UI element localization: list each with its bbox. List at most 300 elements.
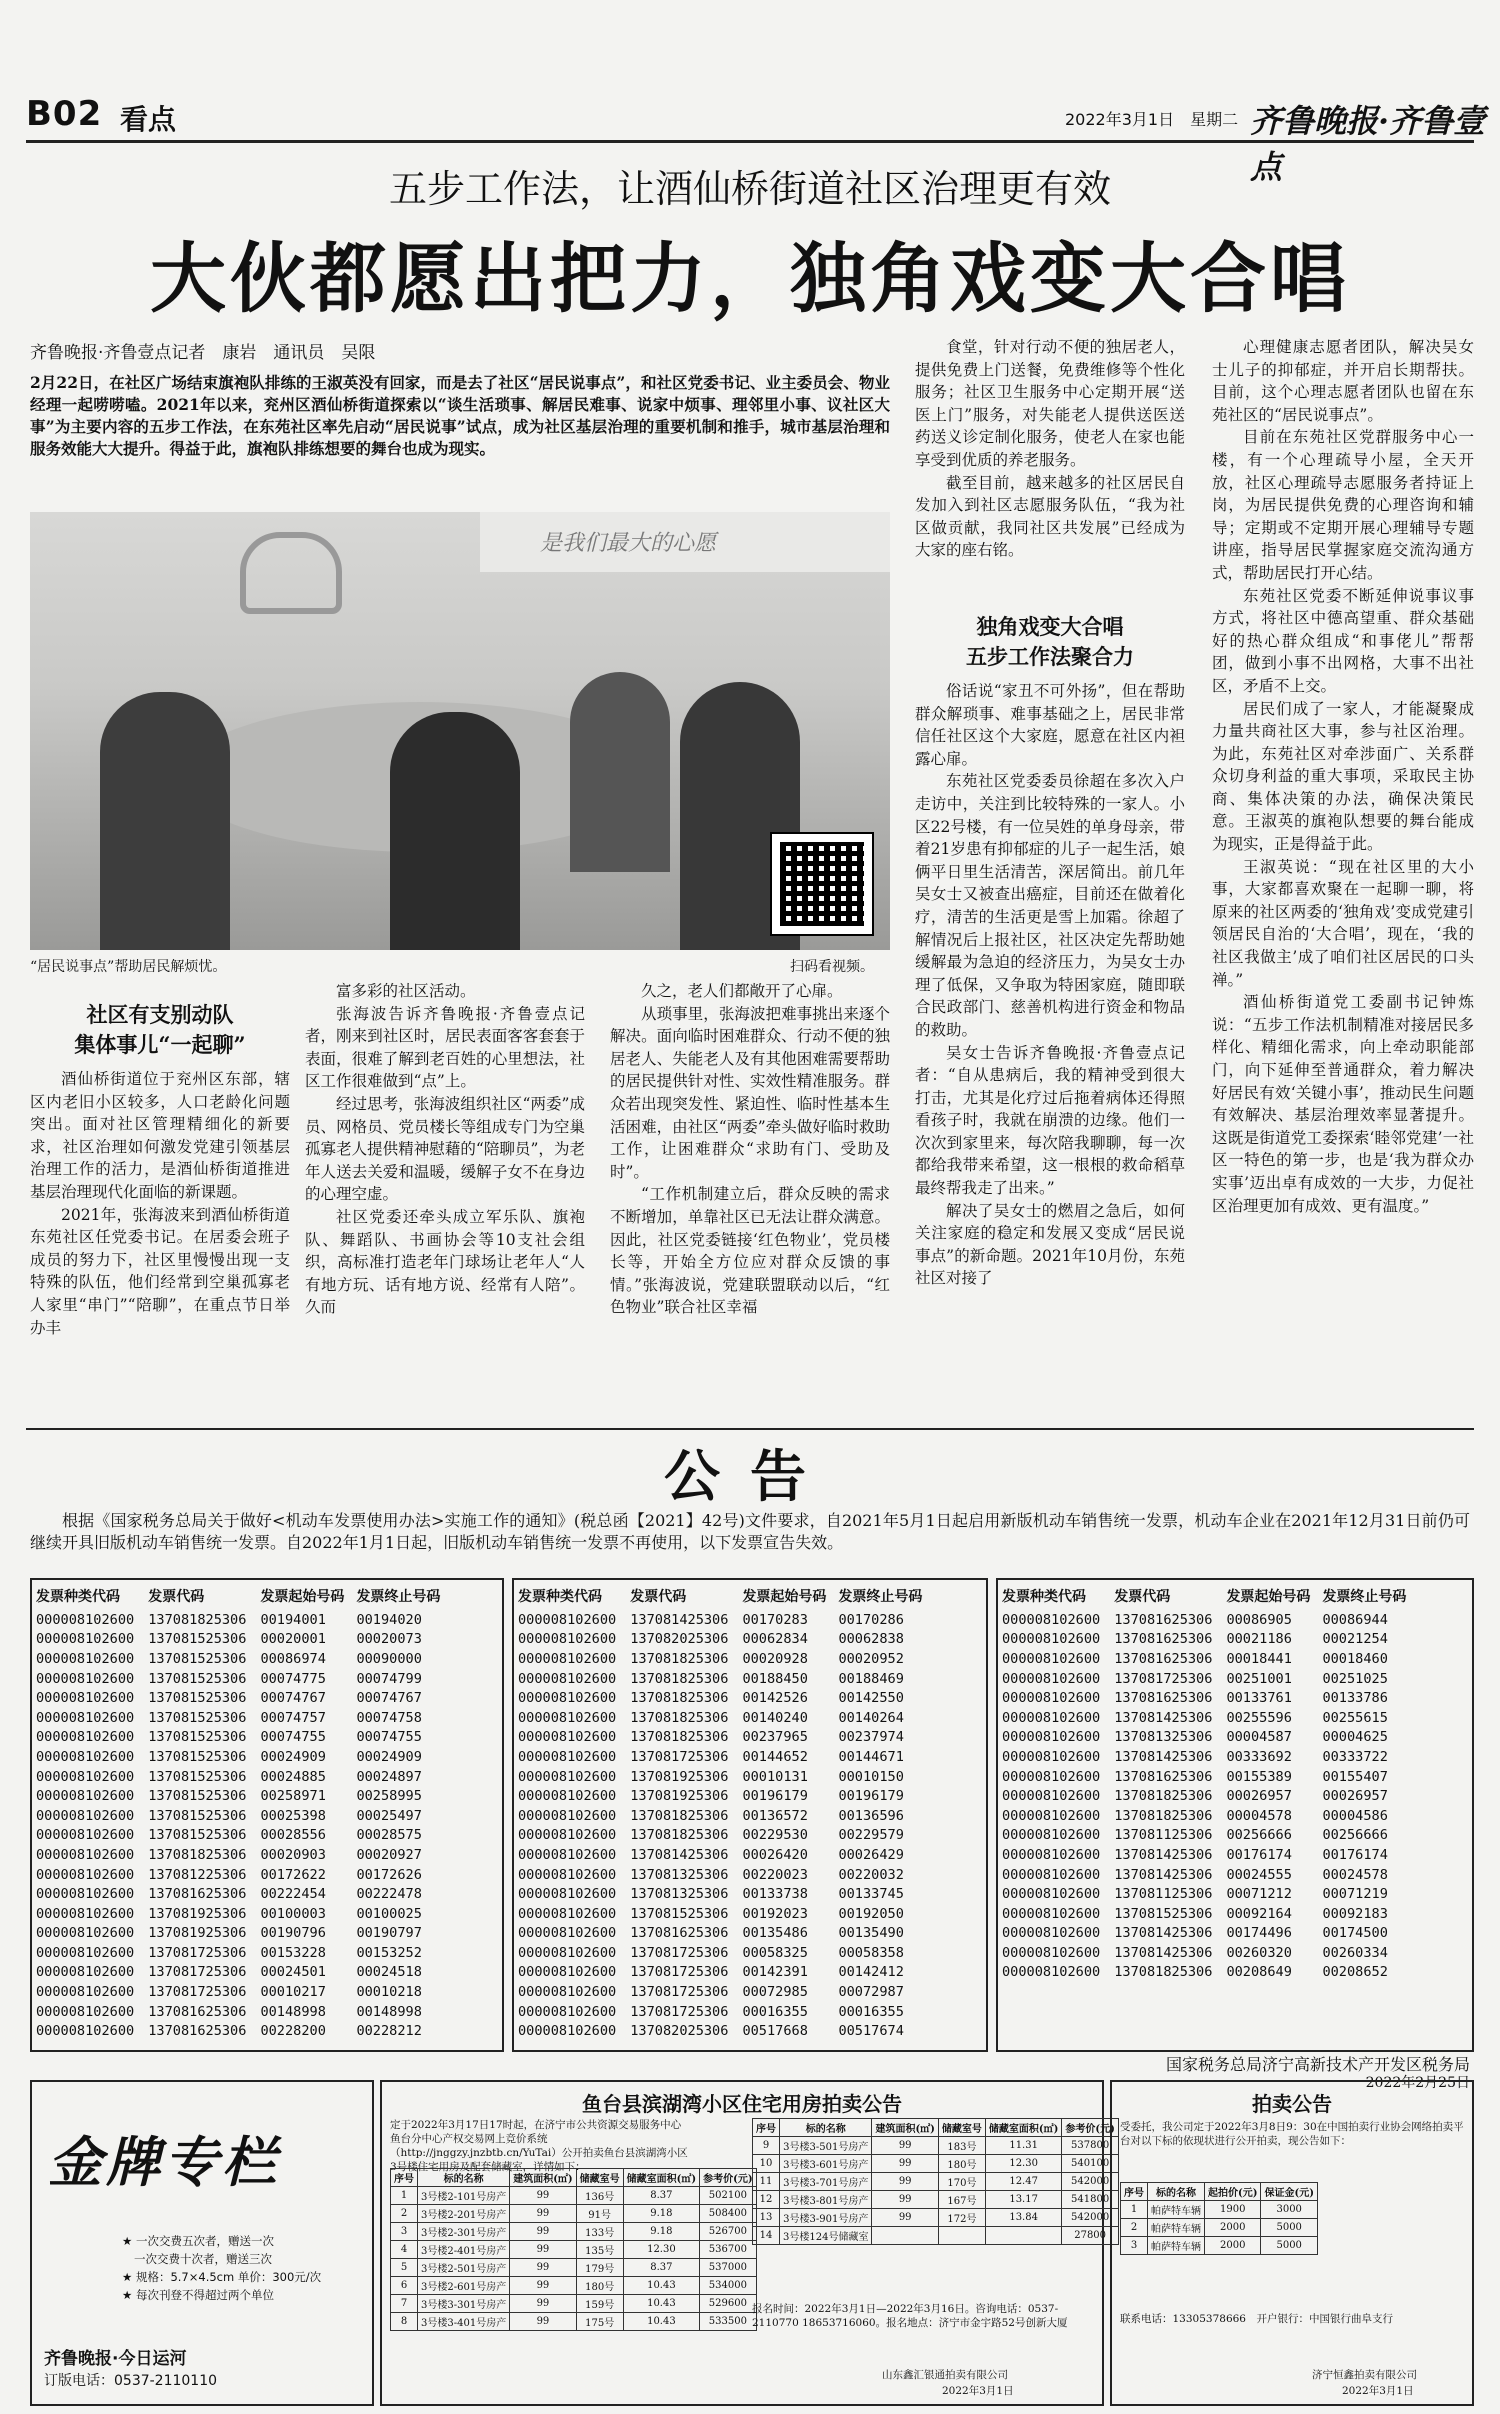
cell: 000008102600 xyxy=(36,1729,135,1746)
cell: 00172626 xyxy=(356,1866,422,1883)
cell: 00021254 xyxy=(1322,1631,1388,1648)
cell: 00192023 xyxy=(742,1905,808,1922)
table-row xyxy=(32,1904,448,1924)
auction-header: 建筑面积(㎡) xyxy=(510,2169,576,2187)
cell: 00256666 xyxy=(1226,1827,1292,1844)
cell: 00135486 xyxy=(742,1925,808,1942)
auction-row xyxy=(753,2173,1119,2191)
cell: 137081825306 xyxy=(630,1670,729,1687)
cell: 137081525306 xyxy=(148,1827,247,1844)
cell: 000008102600 xyxy=(1002,1650,1101,1667)
cell: 137081225306 xyxy=(148,1866,247,1883)
cell: 99 xyxy=(510,2241,576,2259)
column-1 xyxy=(30,1068,290,1428)
cell xyxy=(872,2227,938,2245)
auction-header: 标的名称 xyxy=(418,2169,510,2187)
wall-banner xyxy=(480,512,890,572)
cell: 00074755 xyxy=(260,1729,326,1746)
cell: 00026429 xyxy=(838,1846,904,1863)
auction-header: 储藏室号 xyxy=(938,2119,985,2137)
column-4 xyxy=(915,680,1185,1428)
table-row xyxy=(514,1728,930,1748)
cell: 00004586 xyxy=(1322,1807,1388,1824)
cell: 00192050 xyxy=(838,1905,904,1922)
cell: 91号 xyxy=(576,2205,623,2223)
cell: 00021186 xyxy=(1226,1631,1292,1648)
ad-auction-2 xyxy=(1110,2080,1474,2406)
cell: 000008102600 xyxy=(36,1631,135,1648)
cell: 3 xyxy=(1121,2237,1148,2255)
banner-text: 是我们最大的心愿 xyxy=(540,531,717,556)
cell: 137081925306 xyxy=(630,1788,729,1805)
cell: 13 xyxy=(753,2209,780,2227)
table-row xyxy=(998,1963,1414,1983)
cell: 540100 xyxy=(1062,2155,1118,2173)
cell: 00074757 xyxy=(260,1709,326,1726)
cell: 3号楼2-501号房产 xyxy=(418,2259,510,2277)
cell: 12.30 xyxy=(623,2241,699,2259)
cell: 137081425306 xyxy=(1114,1866,1213,1883)
column-header: 发票起始号码 xyxy=(260,1589,345,1605)
auction-row xyxy=(753,2191,1119,2209)
cell: 00133745 xyxy=(838,1886,904,1903)
cell: 00188469 xyxy=(838,1670,904,1687)
cell: 00222478 xyxy=(356,1886,422,1903)
cell: 00020001 xyxy=(260,1631,326,1648)
cell: 000008102600 xyxy=(1002,1768,1101,1785)
cell: 000008102600 xyxy=(518,1944,617,1961)
ad-auction-1 xyxy=(380,2080,1115,2406)
auction-header: 建筑面积(㎡) xyxy=(872,2119,938,2137)
auction-row xyxy=(391,2187,757,2205)
ad-term: ★ 每次刊登不得超过两个单位 xyxy=(122,2288,274,2302)
cell: 000008102600 xyxy=(1002,1729,1101,1746)
cell: 00092183 xyxy=(1322,1905,1388,1922)
auction-row xyxy=(391,2205,757,2223)
cell: 99 xyxy=(510,2295,576,2313)
table-row xyxy=(514,1747,930,1767)
cell: 00517668 xyxy=(742,2023,808,2040)
cell: 000008102600 xyxy=(36,1690,135,1707)
cell: 000008102600 xyxy=(1002,1631,1101,1648)
auction-header: 参考价(元) xyxy=(1062,2119,1118,2137)
paragraph: 经过思考，张海波组织社区“两委”成员、网格员、党员楼长等组成专门为空巢孤寡老人提供精神慰藉的“陪聊员”，为老年人送去关爱和温暖，缓解子女不在身边的心理空虚。 xyxy=(305,1094,585,1204)
cell xyxy=(985,2227,1061,2245)
cell: 159号 xyxy=(576,2295,623,2313)
column-header: 发票种类代码 xyxy=(36,1589,120,1605)
cell: 00229530 xyxy=(742,1827,808,1844)
cell: 2 xyxy=(391,2205,418,2223)
paragraph: 解决了吴女士的燃眉之急后，如何关注家庭的稳定和发展又变成“居民说事点”的新命题。2021年10月份，东苑社区对接了 xyxy=(915,1201,1185,1288)
cell: 5 xyxy=(391,2259,418,2277)
cell: 137081525306 xyxy=(148,1748,247,1765)
cell: 137081425306 xyxy=(1114,1748,1213,1765)
cell xyxy=(938,2227,985,2245)
auction-header: 储藏室号 xyxy=(576,2169,623,2187)
cell: 3号楼3-701号房产 xyxy=(780,2173,872,2191)
cell: 137082025306 xyxy=(630,1631,729,1648)
cell: 00142391 xyxy=(742,1964,808,1981)
cell: 137081825306 xyxy=(1114,1964,1213,1981)
cell: 170号 xyxy=(938,2173,985,2191)
table-row xyxy=(514,1904,930,1924)
cell: 3000 xyxy=(1261,2201,1317,2219)
cell: 137081825306 xyxy=(148,1846,247,1863)
ad-column-footer: 齐鲁晚报·今日运河 xyxy=(44,2349,187,2369)
cell: 00010131 xyxy=(742,1768,808,1785)
cell: 00074767 xyxy=(356,1690,422,1707)
table-row xyxy=(32,1845,448,1865)
cell: 000008102600 xyxy=(518,1650,617,1667)
table-row xyxy=(998,1688,1414,1708)
paragraph: 食堂，针对行动不便的独居老人，提供免费上门送餐，免费维修等个性化服务；社区卫生服务中心定期开展“送医上门”服务，对失能老人提供送医送药送义诊定制化服务，使老人在家也能享受到优质的养老服务。 xyxy=(915,338,1185,469)
cell: 000008102600 xyxy=(518,1925,617,1942)
photo-caption: “居民说事点”帮助居民解烦忧。 xyxy=(30,959,227,975)
cell: 137081825306 xyxy=(630,1827,729,1844)
paragraph: 2021年，张海波来到酒仙桥街道东苑社区任党委书记。在居委会班子成员的努力下，社区里慢慢出现一支特殊的队伍，他们经常到空巢孤寡老人家里“串门”“陪聊”，在重点节日举办丰 xyxy=(30,1205,290,1337)
cell: 534000 xyxy=(700,2277,756,2295)
cell: 000008102600 xyxy=(518,1846,617,1863)
table-row xyxy=(32,1610,448,1630)
cell: 137081425306 xyxy=(1114,1846,1213,1863)
auction-contact: 报名时间：2022年3月1日—2022年3月16日。咨询电话：0537-2110770 18653716060。报名地点：济宁市金宇路52号创新大厦 xyxy=(752,2303,1068,2329)
auction2-contact: 联系电话：13305378666 开户银行：中国银行曲阜支行 xyxy=(1120,2313,1393,2325)
cell: 00010218 xyxy=(356,1984,422,2001)
lead-paragraph: 2月22日，在社区广场结束旗袍队排练的王淑英没有回家，而是去了社区“居民说事点”，和社区党委书记、业主委员会、物业经理一起唠唠嗑。2021年以来，兖州区酒仙桥街道探索以“谈生活琐事、解居民难事、说家中烦事、理邻里小事、议社区大事”为主要内容的五步工作法，在东苑社区率先启动“居民说事”试点，成为社区基层治理的重要机制和推手，城市基层治理和服务效能大大提升。得益于此，旗袍队排练想要的舞台也成为现实。 xyxy=(30,373,890,458)
cell: 00026957 xyxy=(1226,1788,1292,1805)
cell: 00100025 xyxy=(356,1905,422,1922)
cell: 000008102600 xyxy=(518,1729,617,1746)
cell: 00142412 xyxy=(838,1964,904,1981)
auction2-header: 序号 xyxy=(1121,2183,1148,2201)
cell: 11.31 xyxy=(985,2137,1061,2155)
cell: 137081525306 xyxy=(148,1768,247,1785)
table-row xyxy=(32,1669,448,1689)
cell: 00072987 xyxy=(838,1984,904,2001)
table-row xyxy=(514,1688,930,1708)
cell: 00135490 xyxy=(838,1925,904,1942)
cell: 99 xyxy=(872,2209,938,2227)
cell: 137081425306 xyxy=(630,1611,729,1628)
column-header: 发票种类代码 xyxy=(1002,1589,1086,1605)
table-row xyxy=(514,1767,930,1787)
cell: 3号楼2-301号房产 xyxy=(418,2223,510,2241)
cell: 00016355 xyxy=(742,2003,808,2020)
cell: 00133738 xyxy=(742,1886,808,1903)
cell: 00024909 xyxy=(260,1748,326,1765)
cell: 137081925306 xyxy=(148,1925,247,1942)
cell: 99 xyxy=(872,2137,938,2155)
person-3 xyxy=(570,672,670,872)
cell: 137081725306 xyxy=(630,2003,729,2020)
auction-header: 序号 xyxy=(391,2169,418,2187)
cell: 000008102600 xyxy=(36,1807,135,1824)
cell: 4 xyxy=(391,2241,418,2259)
auction-intro: 定于2022年3月17日17时起，在济宁市公共资源交易服务中心鱼台分中心产权交易网上竞价系统（http://jnggzy.jnzbtb.cn/YuTai）公开拍卖鱼台县滨湖湾小区3号楼住宅用房及配套储藏室，详情如下： xyxy=(390,2119,688,2173)
cell: 6 xyxy=(391,2277,418,2295)
cell: 00142550 xyxy=(838,1690,904,1707)
cell: 000008102600 xyxy=(36,1846,135,1863)
cell: 00196179 xyxy=(838,1788,904,1805)
cell: 00025398 xyxy=(260,1807,326,1824)
cell: 帕萨特车辆 xyxy=(1148,2237,1205,2255)
cell: 133号 xyxy=(576,2223,623,2241)
auction-org: 山东鑫汇银通拍卖有限公司 xyxy=(882,2369,1008,2381)
cell: 137081625306 xyxy=(148,2003,247,2020)
cell: 10 xyxy=(753,2155,780,2173)
cell: 00058325 xyxy=(742,1944,808,1961)
cell: 000008102600 xyxy=(36,1866,135,1883)
table-row xyxy=(32,1688,448,1708)
notice-body: 根据《国家税务总局关于做好<机动车发票使用办法>实施工作的通知》(税总函【2021】42号)文件要求，自2021年5月1日起启用新版机动车销售统一发票，机动车企业在2021年12月31日前仍可继续开具旧版机动车销售统一发票。自2022年1月1日起，旧版机动车销售统一发票不再使用，以下发票宣告失效。 xyxy=(30,1511,1470,1552)
column-header: 发票起始号码 xyxy=(1226,1589,1311,1605)
cell: 00024885 xyxy=(260,1768,326,1785)
cell: 00071212 xyxy=(1226,1886,1292,1903)
table-row xyxy=(514,1610,930,1630)
cell: 526700 xyxy=(700,2223,756,2241)
paragraph: 吴女士告诉齐鲁晚报·齐鲁壹点记者：“自从患病后，我的精神受到很大打击，尤其是化疗过后拖着病体还得照看孩子时，我就在崩溃的边缘。他们一次次到家里来，每次陪我聊聊，每一次都给我带来希望，这一根根的救命稻草最终帮我走了出来。” xyxy=(915,1043,1185,1198)
column-header: 发票代码 xyxy=(1114,1589,1171,1605)
column-3 xyxy=(610,980,890,1428)
cell: 000008102600 xyxy=(1002,1905,1101,1922)
cell: 00196179 xyxy=(742,1788,808,1805)
cell: 502100 xyxy=(700,2187,756,2205)
cell: 137081325306 xyxy=(630,1866,729,1883)
cell: 00174500 xyxy=(1322,1925,1388,1942)
cell: 3号楼3-401号房产 xyxy=(418,2313,510,2331)
table-row xyxy=(32,1649,448,1669)
cell: 000008102600 xyxy=(1002,1709,1101,1726)
cell: 00024578 xyxy=(1322,1866,1388,1883)
cell: 136号 xyxy=(576,2187,623,2205)
cell: 00220023 xyxy=(742,1866,808,1883)
cell: 00208652 xyxy=(1322,1964,1388,1981)
cell: 9.18 xyxy=(623,2223,699,2241)
cell: 000008102600 xyxy=(36,1768,135,1785)
cell: 00220032 xyxy=(838,1866,904,1883)
invoice-table-2 xyxy=(512,1578,988,2052)
cell: 137081425306 xyxy=(1114,1925,1213,1942)
auction-row xyxy=(753,2209,1119,2227)
auction2-title: 拍卖公告 xyxy=(1252,2092,1332,2116)
cell: 00148998 xyxy=(260,2003,326,2020)
cell: 00020073 xyxy=(356,1631,422,1648)
column-header: 发票终止号码 xyxy=(838,1589,923,1605)
column-4-top xyxy=(915,336,1185,606)
qr-code[interactable] xyxy=(770,832,874,936)
auction2-row xyxy=(1121,2237,1318,2255)
cell: 000008102600 xyxy=(1002,1788,1101,1805)
auction-date: 2022年3月1日 xyxy=(942,2385,1014,2397)
cell: 000008102600 xyxy=(518,1866,617,1883)
cell: 00010150 xyxy=(838,1768,904,1785)
cell: 000008102600 xyxy=(1002,1866,1101,1883)
cell: 137081425306 xyxy=(630,1846,729,1863)
cell: 180号 xyxy=(938,2155,985,2173)
cell: 137081525306 xyxy=(148,1631,247,1648)
cell: 99 xyxy=(510,2277,576,2295)
cell: 137081125306 xyxy=(1114,1827,1213,1844)
cell: 00024897 xyxy=(356,1768,422,1785)
auction-row xyxy=(391,2277,757,2295)
cell: 00176174 xyxy=(1226,1846,1292,1863)
invoice-table-3 xyxy=(996,1578,1474,2052)
auction-header: 储藏室面积(㎡) xyxy=(623,2169,699,2187)
column-header: 发票终止号码 xyxy=(1322,1589,1407,1605)
cell: 00020927 xyxy=(356,1846,422,1863)
cell: 000008102600 xyxy=(1002,1827,1101,1844)
table-row xyxy=(514,1982,930,2002)
cell: 1900 xyxy=(1205,2201,1261,2219)
cell: 00026420 xyxy=(742,1846,808,1863)
invoice-table-1 xyxy=(30,1578,504,2052)
cell: 179号 xyxy=(576,2259,623,2277)
cell: 帕萨特车辆 xyxy=(1148,2219,1205,2237)
table-row xyxy=(32,1982,448,2002)
auction-row xyxy=(391,2241,757,2259)
cell: 00517674 xyxy=(838,2023,904,2040)
cell: 00228200 xyxy=(260,2023,326,2040)
cell: 000008102600 xyxy=(36,1748,135,1765)
cell: 00092164 xyxy=(1226,1905,1292,1922)
table-row xyxy=(514,2002,930,2022)
qr-caption: 扫码看视频。 xyxy=(790,959,874,975)
cell: 3号楼3-601号房产 xyxy=(780,2155,872,2173)
cell: 137081625306 xyxy=(630,1925,729,1942)
cell: 137081325306 xyxy=(630,1886,729,1903)
cell: 000008102600 xyxy=(1002,1846,1101,1863)
table-row xyxy=(998,1630,1414,1650)
cell: 00028556 xyxy=(260,1827,326,1844)
cell: 00018441 xyxy=(1226,1650,1292,1667)
cell: 00071219 xyxy=(1322,1886,1388,1903)
table-row xyxy=(514,1865,930,1885)
cell: 000008102600 xyxy=(518,2023,617,2040)
cell: 13.84 xyxy=(985,2209,1061,2227)
table-row xyxy=(998,1884,1414,1904)
cell: 137081525306 xyxy=(148,1807,247,1824)
cell: 1 xyxy=(391,2187,418,2205)
auction-row xyxy=(391,2295,757,2313)
cell: 00170286 xyxy=(838,1611,904,1628)
table-row xyxy=(514,1884,930,1904)
cell: 00142526 xyxy=(742,1690,808,1707)
table-row xyxy=(998,1786,1414,1806)
cell: 10.43 xyxy=(623,2313,699,2331)
cell: 00153228 xyxy=(260,1944,326,1961)
cell: 000008102600 xyxy=(1002,1886,1101,1903)
notice-signer: 国家税务总局济宁高新技术产开发区税务局 xyxy=(1165,2055,1470,2074)
paragraph: 居民们成了一家人，才能凝聚成力量共商社区大事，参与社区治理。为此，东苑社区对牵涉面广、关系群众切身利益的重大事项，采取民主协商、集体决策的办法，确保决策民意。王淑英的旗袍队想要的舞台能成为现实，正是得益于此。 xyxy=(1212,699,1474,854)
table-row xyxy=(998,1649,1414,1669)
cell: 137081525306 xyxy=(148,1709,247,1726)
cell: 137081825306 xyxy=(1114,1788,1213,1805)
paragraph: 王淑英说：“现在社区里的大小事，大家都喜欢聚在一起聊一聊，将原来的社区两委的‘独角戏’变成党建引领居民自治的‘大合唱’，现在，‘我的社区我做主’成了咱们社区居民的口头禅。” xyxy=(1212,857,1474,989)
cell: 00333692 xyxy=(1226,1748,1292,1765)
paragraph: 截至目前，越来越多的社区居民自发加入到社区志愿服务队伍，“我为社区做贡献，我同社区共发展”已经成为大家的座右铭。 xyxy=(915,473,1185,560)
table-row xyxy=(514,1669,930,1689)
cell: 00140240 xyxy=(742,1709,808,1726)
cell: 3号楼2-101号房产 xyxy=(418,2187,510,2205)
cell: 000008102600 xyxy=(1002,1748,1101,1765)
column-header: 发票终止号码 xyxy=(356,1589,441,1605)
table-row xyxy=(32,1708,448,1728)
cell: 175号 xyxy=(576,2313,623,2331)
table-row xyxy=(514,1806,930,1826)
cell: 8 xyxy=(391,2313,418,2331)
cell: 137081625306 xyxy=(1114,1768,1213,1785)
cell: 137081725306 xyxy=(630,1984,729,2001)
cell: 99 xyxy=(872,2155,938,2173)
cell: 00074755 xyxy=(356,1729,422,1746)
cell: 000008102600 xyxy=(518,1984,617,2001)
cell: 508400 xyxy=(700,2205,756,2223)
cell: 000008102600 xyxy=(518,1611,617,1628)
cell: 137081725306 xyxy=(148,1964,247,1981)
cell: 10.43 xyxy=(623,2295,699,2313)
cell: 167号 xyxy=(938,2191,985,2209)
cell: 137081725306 xyxy=(1114,1670,1213,1687)
cell: 00004578 xyxy=(1226,1807,1292,1824)
cell: 542000 xyxy=(1062,2209,1118,2227)
cell: 3号楼2-401号房产 xyxy=(418,2241,510,2259)
paragraph: 酒仙桥街道位于兖州区东部，辖区内老旧小区较多，人口老龄化问题突出。面对社区管理精细化的新要求，社区治理如何激发党建引领基层治理工作的活力，是酒仙桥街道推进基层治理现代化面临的新课题。 xyxy=(30,1070,290,1201)
auction-title: 鱼台县滨湖湾小区住宅用房拍卖公告 xyxy=(582,2092,902,2116)
cell: 137081125306 xyxy=(1114,1886,1213,1903)
cell: 00028575 xyxy=(356,1827,422,1844)
table-row xyxy=(32,1884,448,1904)
table-row xyxy=(514,1845,930,1865)
cell: 00090000 xyxy=(356,1650,422,1667)
cell: 00155407 xyxy=(1322,1768,1388,1785)
cell: 00140264 xyxy=(838,1709,904,1726)
ad-term: ★ 规格：5.7×4.5cm 单价：300元/次 xyxy=(122,2270,322,2284)
cell: 00333722 xyxy=(1322,1748,1388,1765)
paragraph: 心理健康志愿者团队，解决吴女士儿子的抑郁症，并开启长期帮扶。目前，这个心理志愿者团队也留在东苑社区的“居民说事点”。 xyxy=(1212,338,1474,424)
cell: 00058358 xyxy=(838,1944,904,1961)
cell: 00074767 xyxy=(260,1690,326,1707)
cell: 00133786 xyxy=(1322,1690,1388,1707)
cell: 000008102600 xyxy=(1002,1964,1101,1981)
cell: 135号 xyxy=(576,2241,623,2259)
photo xyxy=(30,512,890,950)
cell: 000008102600 xyxy=(36,2003,135,2020)
auction-row xyxy=(753,2137,1119,2155)
auction2-header: 起拍价(元) xyxy=(1205,2183,1261,2201)
cell: 3号楼124号储藏室 xyxy=(780,2227,872,2245)
cell: 00074775 xyxy=(260,1670,326,1687)
cell: 8.37 xyxy=(623,2187,699,2205)
cell: 137081425306 xyxy=(1114,1944,1213,1961)
table-row xyxy=(32,1747,448,1767)
auction2-header: 标的名称 xyxy=(1148,2183,1205,2201)
table-row xyxy=(998,1669,1414,1689)
cell: 00072985 xyxy=(742,1984,808,2001)
cell: 000008102600 xyxy=(36,1886,135,1903)
auction-row xyxy=(753,2155,1119,2173)
table-row xyxy=(514,1924,930,1944)
cell: 00086974 xyxy=(260,1650,326,1667)
table-row xyxy=(514,1963,930,1983)
cell: 137081525306 xyxy=(148,1690,247,1707)
cell: 99 xyxy=(872,2173,938,2191)
cell: 00148998 xyxy=(356,2003,422,2020)
cell: 2000 xyxy=(1205,2219,1261,2237)
ad-gold-column xyxy=(30,2080,374,2406)
cell: 000008102600 xyxy=(518,1886,617,1903)
table-row xyxy=(998,1924,1414,1944)
cell: 000008102600 xyxy=(36,1788,135,1805)
